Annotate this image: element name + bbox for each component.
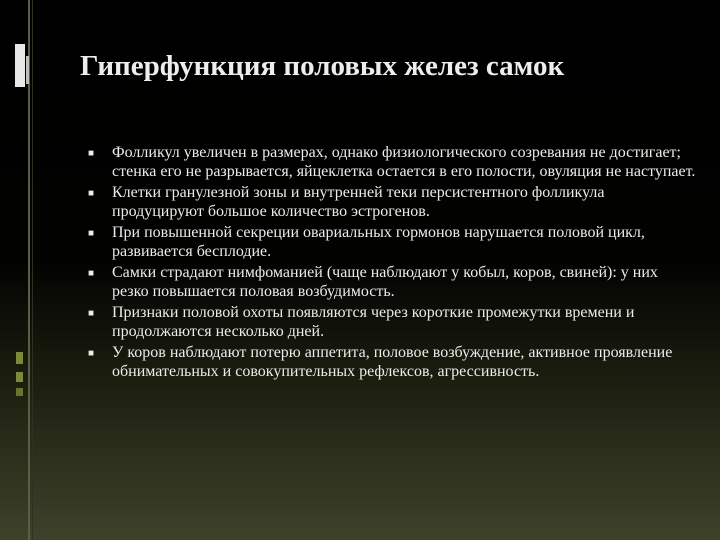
- bullet-text: Клетки гранулезной зоны и внутренней теки персистентного фолликула продуцируют большое количество эстрогенов.: [112, 184, 605, 220]
- square-bullet-icon: ■: [88, 148, 95, 159]
- bullet-item: [88, 263, 698, 301]
- accent-block: [16, 372, 23, 382]
- bullet-item: [88, 223, 698, 261]
- square-bullet-icon: ■: [88, 308, 95, 319]
- bullet-text: Признаки половой охоты появляются через короткие промежутки времени и продолжаются несколько дней.: [112, 304, 635, 340]
- slide-title: Гиперфункция половых желез самок: [80, 50, 565, 82]
- bullet-item: [88, 143, 698, 181]
- square-bullet-icon: ■: [88, 348, 95, 359]
- bullet-item: [88, 343, 698, 381]
- square-bullet-icon: ■: [88, 188, 95, 199]
- decorative-bar: [15, 44, 25, 87]
- square-bullet-icon: ■: [88, 228, 95, 239]
- accent-block: [16, 388, 23, 396]
- bullet-list: [88, 143, 698, 383]
- bullet-text: Самки страдают нимфоманией (чаще наблюдают у кобыл, коров, свиней): у них резко повышается половая возбудимость.: [112, 264, 658, 300]
- bullet-text: У коров наблюдают потерю аппетита, половое возбуждение, активное проявление обнимательных и совокупительных рефлексов, агрессивность.: [112, 344, 673, 380]
- bullet-text: Фолликул увеличен в размерах, однако физиологического созревания не достигает; стенка его не разрывается, яйцеклетка остается в его полости, овуляция не наступает.: [112, 144, 696, 180]
- bullet-text: При повышенной секреции овариальных гормонов нарушается половой цикл, развивается бесплодие.: [112, 224, 645, 260]
- decorative-bar-small: [26, 56, 29, 84]
- bullet-item: [88, 183, 698, 221]
- accent-block: [16, 352, 23, 364]
- square-bullet-icon: ■: [88, 268, 95, 279]
- bullet-item: [88, 303, 698, 341]
- frame-line-inner: [32, 0, 33, 540]
